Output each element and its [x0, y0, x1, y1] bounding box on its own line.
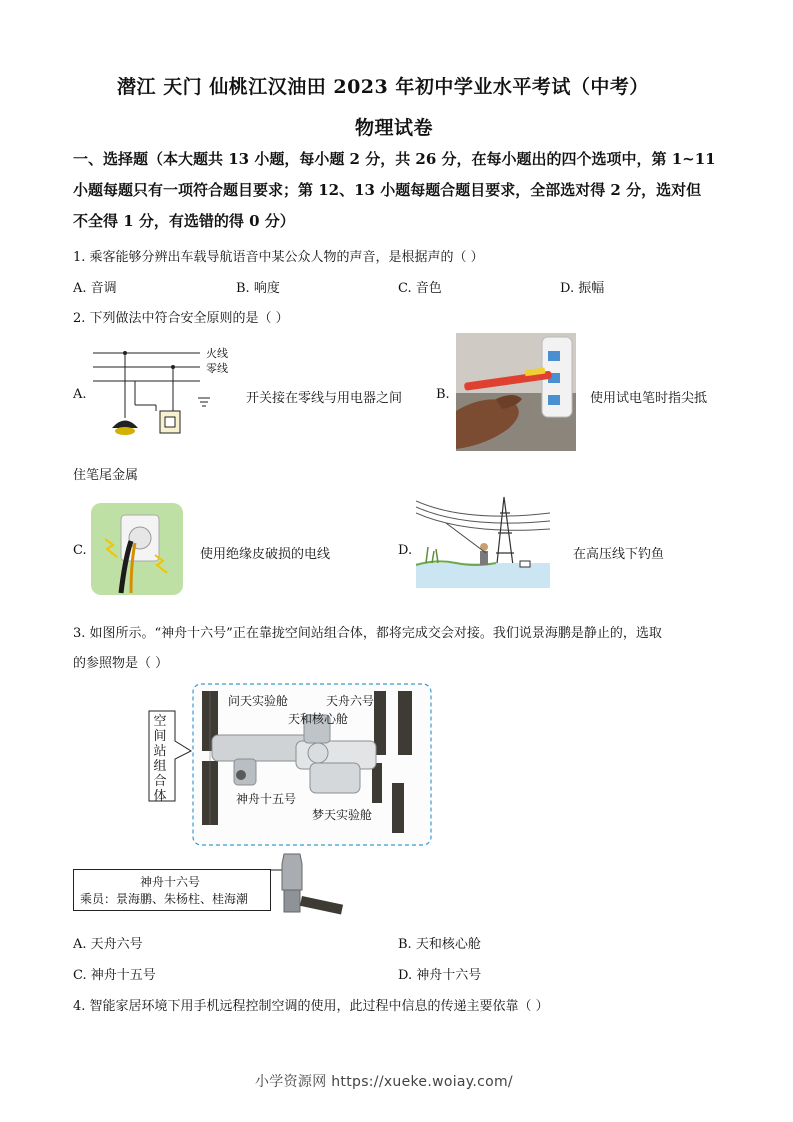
label-wentian: 问天实验舱 [228, 694, 289, 708]
shenzhou16-spacecraft [270, 850, 350, 916]
question-3-stem-line1: 3. 如图所示。“神舟十六号”正在靠拢空间站组合体，都将完成交会对接。我们说景海鹏是静止的，选取 [73, 626, 662, 641]
q2-option-c-text: 使用绝缘皮破损的电线 [200, 547, 331, 562]
question-3-stem-line2: 的参照物是（ ） [73, 656, 169, 671]
section-heading-line2: 小题每题只有一项符合题目要求；第 12、13 小题每题合题目要求，全部选对得 2 分，选对但 [73, 181, 702, 199]
q2-option-d-letter: D. [398, 543, 413, 558]
q2-option-b-text-line1: 使用试电笔时指尖抵 [590, 391, 708, 406]
callout-space-station: 空间站组合体 [153, 714, 167, 804]
page-footer-watermark: 小学资源网 https://xueke.woiay.com/ [255, 1074, 513, 1090]
fire-wire-label: 火线 [206, 347, 228, 360]
q1-option-a: A. 音调 [73, 281, 117, 296]
exam-subtitle: 物理试卷 [355, 117, 434, 139]
label-shenzhou15: 神舟十五号 [236, 792, 297, 806]
label-tianzhou: 天舟六号 [326, 694, 375, 708]
q2-option-d-text: 在高压线下钓鱼 [573, 547, 665, 562]
question-1-stem: 1. 乘客能够分辨出车载导航语音中某公众人物的声音，是根据声的（ ） [73, 250, 484, 265]
damaged-wire-illustration [91, 503, 183, 595]
q2-option-a-letter: A. [73, 387, 87, 402]
question-2-stem: 2. 下列做法中符合安全原则的是（ ） [73, 311, 289, 326]
section-heading-line1: 一、选择题（本大题共 13 小题，每小题 2 分，共 26 分，在每小题出的四个选项中，第 1~11 [73, 150, 716, 168]
q3-option-b: B. 天和核心舱 [398, 937, 481, 952]
label-tianhe: 天和核心舱 [288, 712, 349, 726]
high-voltage-fishing-illustration [416, 493, 550, 588]
q1-option-c: C. 音色 [398, 281, 442, 296]
q2-option-c-letter: C. [73, 543, 87, 558]
q3-option-a: A. 天舟六号 [73, 937, 143, 952]
q2-option-b-letter: B. [436, 387, 450, 402]
q1-option-b: B. 响度 [236, 281, 280, 296]
exam-title: 潜江 天门 仙桃江汉油田 2023 年初中学业水平考试（中考） [117, 76, 649, 98]
question-4-stem: 4. 智能家居环境下用手机远程控制空调的使用，此过程中信息的传递主要依靠（ ） [73, 999, 549, 1014]
test-pen-photo [456, 333, 576, 451]
crew-box-members: 乘员：景海鹏、朱杨柱、桂海潮 [80, 892, 249, 906]
neutral-wire-label: 零线 [206, 362, 228, 375]
section-heading-line3: 不全得 1 分，有选错的得 0 分） [73, 212, 295, 230]
q3-option-c: C. 神舟十五号 [73, 968, 156, 983]
label-mengtian: 梦天实验舱 [312, 808, 373, 822]
crew-box-title: 神舟十六号 [140, 875, 201, 889]
q1-option-d: D. 振幅 [560, 281, 605, 296]
q2-option-a-text: 开关接在零线与用电器之间 [246, 391, 403, 406]
q3-option-d: D. 神舟十六号 [398, 968, 482, 983]
q2-option-b-text-line2: 住笔尾金属 [73, 468, 139, 483]
